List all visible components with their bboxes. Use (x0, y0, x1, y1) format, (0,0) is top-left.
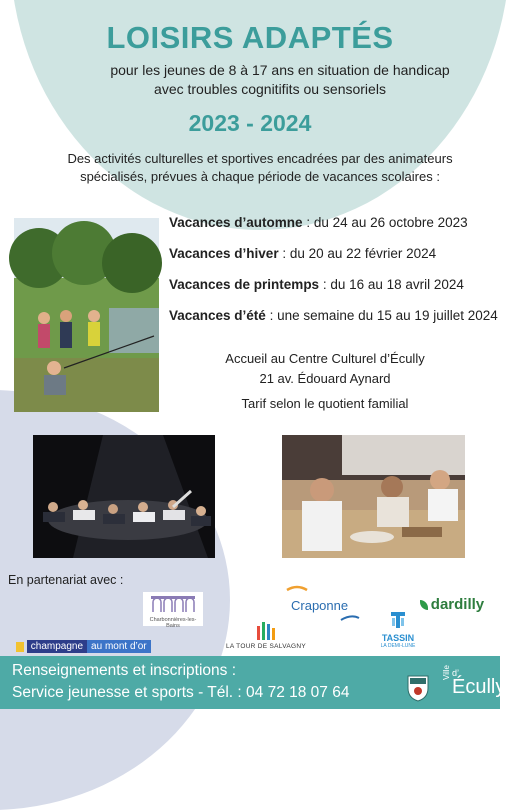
photo-dance (33, 435, 215, 558)
champagne-crest-icon (16, 642, 24, 652)
logo-champagne: champagne au mont d’or (16, 640, 160, 654)
vacances-automne: Vacances d’automne : du 24 au 26 octobre 2023 (169, 215, 468, 230)
tassin-tower-icon (388, 610, 408, 630)
dardilly-leaf-icon (420, 600, 428, 610)
intro-line1: Des activités culturelles et sportives encadrées par des animateurs (67, 151, 453, 166)
subtitle-line2: avec troubles cognitifits ou sensoriels (154, 81, 386, 97)
photo-fishing (14, 218, 159, 412)
partner-label: En partenariat avec : (8, 573, 124, 587)
accueil-line1: Accueil au Centre Culturel d’Écully (225, 351, 425, 366)
page-title: LOISIRS ADAPTÉS (106, 20, 394, 55)
logo-tour-salvagny: LA TOUR DE SALVAGNY (222, 620, 310, 654)
tarif-text: Tarif selon le quotient familial (241, 396, 409, 411)
footer-info-title: Renseignements et inscriptions : (12, 662, 237, 679)
vacances-ete: Vacances d’été : une semaine du 15 au 19 juillet 2024 (169, 308, 498, 323)
charbonnieres-arches-icon (143, 592, 203, 614)
logo-ville-ecully: Ville d’ Écully (400, 662, 495, 706)
vacances-hiver: Vacances d’hiver : du 20 au 22 février 2024 (169, 246, 437, 261)
season-year: 2023 - 2024 (188, 110, 312, 136)
salvagny-bars-icon (251, 620, 281, 640)
logo-charbonnieres: Charbonnières-les-Bains (143, 592, 203, 626)
photo-crafts (282, 435, 465, 558)
intro-text (40, 150, 480, 186)
footer-contact: Service jeunesse et sports - Tél. : 04 72 18 07 64 (12, 684, 350, 701)
vacances-printemps: Vacances de printemps : du 16 au 18 avril 2024 (169, 277, 464, 292)
logo-craponne: Craponne (283, 584, 363, 626)
accueil-line2: 21 av. Édouard Aynard (259, 371, 391, 386)
logo-tassin: TASSIN LA DEMI-LUNE (376, 610, 420, 654)
ecully-crest-icon (406, 672, 430, 702)
subtitle-line1: pour les jeunes de 8 à 17 ans en situation de handicap (110, 62, 450, 78)
logo-dardilly: dardilly (420, 596, 490, 618)
intro-line2: spécialisés, prévues à chaque période de vacances scolaires : (80, 169, 440, 184)
